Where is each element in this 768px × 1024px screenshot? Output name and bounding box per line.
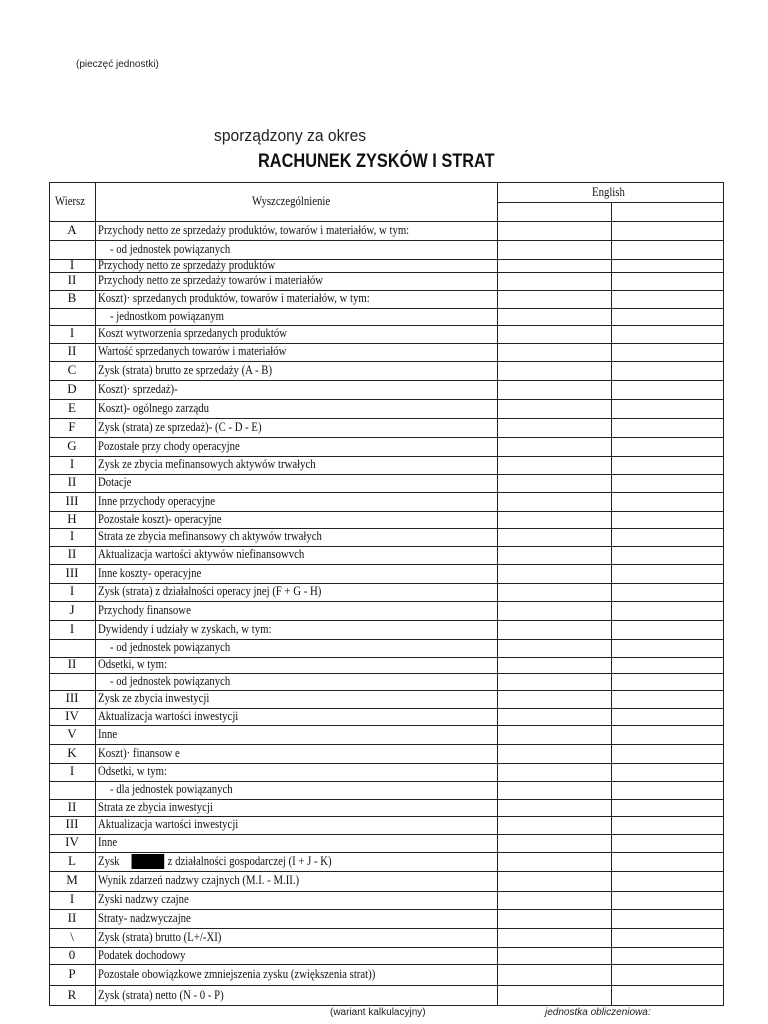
- row-label: Strata ze zbycia mefinansowy ch aktywów trwałych: [98, 529, 322, 543]
- row-code: G: [67, 437, 77, 453]
- row-label: Koszt)· finansow e: [98, 745, 180, 760]
- company-stamp-label: (pieczęć jednostki): [76, 59, 159, 70]
- row-divider: [49, 725, 724, 726]
- row-code: II: [67, 656, 77, 671]
- row-code: C: [67, 361, 77, 377]
- row-label-start: Zysk: [98, 853, 120, 868]
- row-code: II: [67, 798, 77, 814]
- row-divider: [49, 871, 724, 872]
- variant-label: (wariant kalkulacyjny): [330, 1007, 426, 1018]
- row-code: III: [65, 492, 79, 508]
- row-label: Zysk ze zbycia inwestycji: [98, 691, 210, 705]
- row-label: Koszt)· sprzedanych produktów, towarów i materiałów, w tym:: [98, 291, 370, 305]
- row-label: Podatek dochodowy: [98, 947, 186, 962]
- row-code: II: [67, 343, 77, 358]
- row-label: [98, 854, 332, 870]
- row-divider: [49, 985, 724, 986]
- redaction-block: [132, 854, 165, 869]
- row-label: Pozostałe obowiązkowe zmniejszenia zysku (zwiększenia strat)): [98, 966, 376, 981]
- row-label: Wynik zdarzeń nadzwy czajnych (M.I. - M.II.): [98, 873, 300, 887]
- row-code: II: [67, 272, 77, 287]
- row-label: Zysk (strata) z działalności operacy jnej (F + G - H): [98, 584, 322, 598]
- row-code: I: [69, 456, 75, 471]
- row-label: Zysk ze zbycia mefinansowych aktywów trwałych: [98, 457, 316, 471]
- row-code: F: [68, 418, 76, 434]
- row-code: R: [67, 986, 77, 1002]
- row-label: Dywidendy i udziały w zyskach, w tym:: [98, 621, 272, 636]
- row-code: E: [68, 399, 76, 415]
- row-label: Zysk (strata) ze sprzedaż)- (C - D - E): [98, 419, 262, 434]
- row-label: Przychody netto ze sprzedaży produktów, towarów i materiałów, w tym:: [98, 222, 410, 237]
- row-code: IV: [65, 707, 79, 723]
- row-label: - od jednostek powiązanych: [110, 673, 231, 688]
- row-code: H: [67, 510, 77, 526]
- row-code: IV: [65, 834, 79, 849]
- row-label: Inne: [98, 726, 118, 741]
- row-code: I: [69, 256, 75, 272]
- row-code: I: [69, 891, 75, 906]
- row-label: Zysk (strata) brutto (L+/-XI): [98, 929, 222, 944]
- column-divider: [95, 182, 96, 1006]
- row-code: III: [65, 690, 79, 705]
- column-divider: [497, 182, 498, 1006]
- header-subdivider: [497, 202, 724, 203]
- row-code: III: [65, 816, 79, 831]
- row-label: Strata ze zbycia inwestycji: [98, 799, 213, 814]
- row-code: II: [67, 546, 77, 561]
- row-divider: [49, 834, 724, 835]
- row-code: III: [65, 564, 79, 580]
- row-code: I: [69, 528, 75, 543]
- row-code: \: [70, 928, 74, 944]
- row-label: Odsetki, w tym:: [98, 764, 167, 778]
- column-header-row: Wiersz: [55, 194, 86, 208]
- column-header-item: Wyszczególnienie: [252, 194, 331, 208]
- row-label: Inne przychody operacyjne: [98, 493, 216, 508]
- row-code: II: [67, 909, 77, 925]
- row-label: Zyski nadzwy czajne: [98, 892, 189, 906]
- row-label: Koszt)· sprzedaż)-: [98, 381, 178, 396]
- row-code: I: [69, 620, 75, 636]
- row-label: Inne: [98, 835, 118, 849]
- row-label: Pozostałe koszt)- operacyjne: [98, 511, 222, 526]
- row-code: I: [69, 583, 75, 598]
- row-label: Wartość sprzedanych towarów i materiałów: [98, 344, 287, 358]
- row-label: - jednostkom powiązanym: [110, 308, 225, 323]
- row-label: Koszt wytworzenia sprzedanych produktów: [98, 326, 287, 340]
- row-label: - od jednostek powiązanych: [110, 640, 231, 654]
- unit-label: jednostka obliczeniowa:: [545, 1007, 651, 1018]
- row-label: Aktualizacja wartości aktywów niefinansowvch: [98, 547, 305, 561]
- row-code: M: [66, 872, 78, 887]
- row-code: K: [67, 744, 77, 760]
- reporting-period-label: sporządzony za okres: [214, 126, 367, 145]
- row-code: D: [67, 380, 77, 396]
- row-divider: [49, 474, 724, 475]
- row-code: 0: [68, 946, 76, 962]
- row-code: A: [67, 221, 77, 237]
- row-code: J: [69, 601, 75, 617]
- row-code: I: [69, 325, 75, 340]
- column-header-english: English: [592, 185, 625, 199]
- row-code: P: [68, 965, 76, 981]
- row-label: Dotacje: [98, 475, 132, 489]
- row-code: B: [67, 290, 77, 305]
- row-label: Zysk (strata) netto (N - 0 - P): [98, 987, 224, 1002]
- row-code: V: [67, 725, 77, 741]
- row-label: Koszt)- ogólnego zarządu: [98, 400, 210, 415]
- row-label: Aktualizacja wartości inwestycji: [98, 708, 239, 723]
- row-code: L: [68, 852, 76, 868]
- row-divider: [49, 964, 724, 965]
- row-label-end: z działalności gospodarczej (I + J - K): [167, 853, 332, 868]
- row-label: Zysk (strata) brutto ze sprzedaży (A - B): [98, 362, 273, 377]
- column-divider: [611, 202, 612, 1006]
- row-label: - dla jednostek powiązanych: [110, 782, 233, 796]
- row-label: Straty- nadzwyczajne: [98, 910, 191, 925]
- row-label: Przychody finansowe: [98, 602, 191, 617]
- row-label: Przychody netto ze sprzedaży produktów: [98, 257, 276, 272]
- row-label: - od jednostek powiązanych: [110, 241, 231, 256]
- row-code: I: [69, 763, 75, 778]
- row-label: Aktualizacja wartości inwestycji: [98, 817, 239, 831]
- page-title: RACHUNEK ZYSKÓW I STRAT: [258, 151, 495, 172]
- row-label: Przychody netto ze sprzedaży towarów i materiałów: [98, 273, 324, 287]
- row-code: II: [67, 474, 77, 489]
- row-label: Inne koszty- operacyjne: [98, 565, 202, 580]
- row-label: Pozostałe przy chody operacyjne: [98, 438, 240, 453]
- row-label: Odsetki, w tym:: [98, 657, 167, 671]
